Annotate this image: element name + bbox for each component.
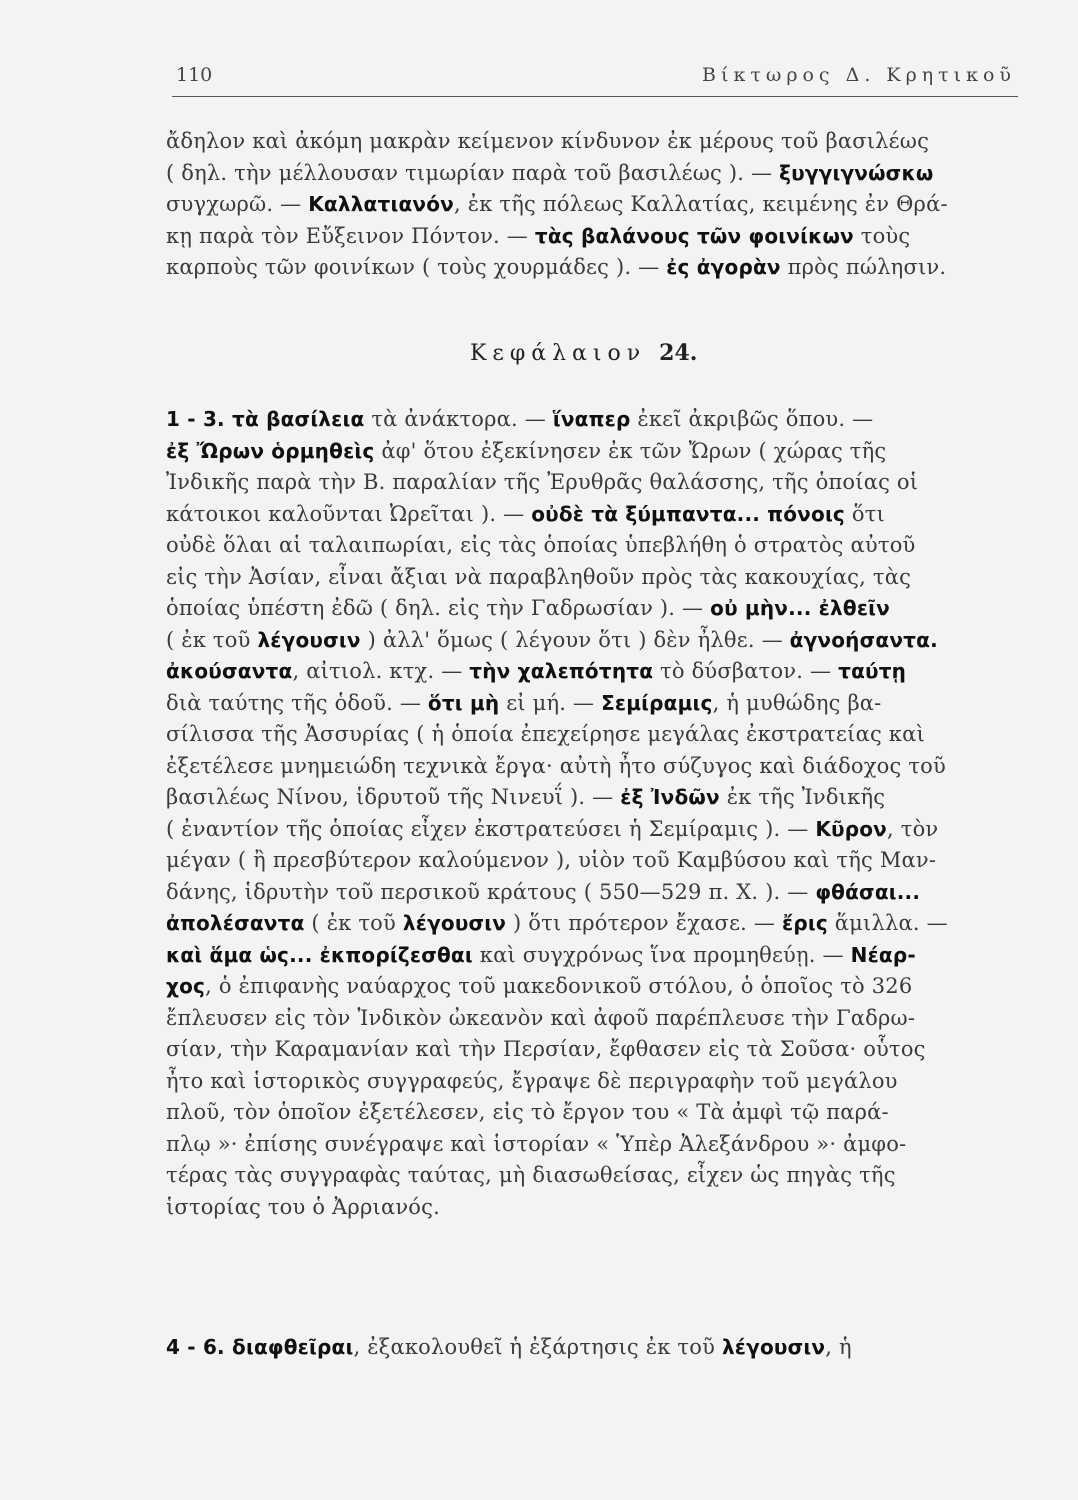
- text-span: εἰ μή. —: [499, 690, 602, 715]
- text-line: [166, 1129, 996, 1161]
- bold-term: καὶ ἅμα ὡς... ἐκπορίζεσθαι: [166, 942, 473, 967]
- text-span: , ὁ ἐπιφανὴς ναύαρχος τοῦ μακεδονικοῦ στόλου, ὁ ὁποῖος τὸ 326: [205, 974, 913, 998]
- text-span: ( ἐκ τοῦ: [166, 627, 258, 652]
- text-line: [166, 940, 996, 972]
- bold-term: οὐδὲ τὰ ξύμπαντα... πόνοις: [531, 501, 845, 526]
- text-line: [166, 1003, 996, 1035]
- text-line: [166, 782, 996, 814]
- text-span: ἐκ τῆς Ἰνδικῆς: [719, 785, 886, 809]
- text-span: τοὺς: [853, 223, 911, 248]
- text-span: Ἰνδικῆς παρὰ τὴν Β. παραλίαν τῆς Ἐρυθρᾶς θαλάσσης, τῆς ὁποίας οἱ: [166, 470, 919, 494]
- text-span: ἐξετέλεσε μνημειώδη τεχνικὰ ἔργα· αὐτὴ ἦτο σύζυγος καὶ διάδοχος τοῦ: [166, 753, 946, 778]
- bold-term: οὐ μὴν... ἐλθεῖν: [710, 596, 890, 620]
- text-line: [166, 252, 996, 284]
- text-line: [166, 971, 996, 1003]
- text-line: [166, 751, 996, 783]
- text-line: [166, 656, 996, 688]
- bold-term: ἵναπερ: [552, 407, 631, 431]
- text-line: [166, 814, 996, 846]
- chapter-label: Κεφάλαιον: [470, 341, 647, 366]
- text-line: [166, 530, 996, 562]
- text-span: τέρας τὰς συγγραφὰς ταύτας, μὴ διασωθείσας, εἶχεν ὡς πηγὰς τῆς: [166, 1163, 896, 1187]
- text-span: μέγαν ( ἢ πρεσβύτερον καλούμενον ), υἱὸν τοῦ Καμβύσου καὶ τῆς Μαν-: [166, 848, 937, 872]
- text-line: [166, 221, 996, 253]
- text-span: ἔπλευσεν εἰς τὸν Ἰνδικὸν ὠκεανὸν καὶ ἀφοῦ παρέπλευσε τὴν Γαδρω-: [166, 1005, 916, 1030]
- text-span: ἀφ' ὅτου ἐξεκίνησεν ἐκ τῶν Ὤρων ( χώρας τῆς: [374, 438, 887, 463]
- bold-term: τὴν χαλεπότητα: [469, 659, 654, 683]
- text-line: [166, 688, 996, 720]
- chapter-number: 24.: [659, 340, 698, 366]
- text-span: ἅμιλλα. —: [827, 911, 948, 935]
- bold-term: Νέαρ-: [850, 942, 916, 967]
- text-span: ( ἐναντίον τῆς ὁποίας εἶχεν ἐκστρατεύσει ἡ Σεμίραμις ). —: [166, 816, 816, 841]
- text-span: τὸ δύσβατον. —: [653, 659, 839, 683]
- bold-term: ἐξ Ἰνδῶν: [620, 785, 720, 809]
- page-header: [172, 62, 1018, 97]
- text-span: ἄδηλον καὶ ἀκόμη μακρὰν κείμενον κίνδυνον ἐκ μέρους τοῦ βασιλέως: [166, 129, 930, 153]
- bold-term: ἐς ἀγορὰν: [666, 255, 781, 279]
- text-span: , ἐκ τῆς πόλεως Καλλατίας, κειμένης ἐν Θρά-: [453, 192, 948, 216]
- text-span: ἦτο καὶ ἱστορικὸς συγγραφεύς, ἔγραψε δὲ περιγραφὴν τοῦ μεγάλου: [166, 1068, 898, 1093]
- text-line: [166, 499, 996, 531]
- text-line: [166, 1332, 996, 1364]
- text-span: ἐκεῖ ἀκριβῶς ὅπου. —: [630, 407, 874, 431]
- text-line: [166, 562, 996, 594]
- bold-term: λέγουσιν: [257, 627, 361, 652]
- running-head: Βίκτωρος Δ. Κρητικοῦ: [702, 64, 1016, 86]
- text-span: πλοῦ, τὸν ὁποῖον ἐξετέλεσεν, εἰς τὸ ἔργον του « Τὰ ἀμφὶ τῷ παρά-: [166, 1100, 889, 1124]
- text-line: [166, 625, 996, 657]
- text-span: πρὸς πώλησιν.: [780, 255, 947, 279]
- text-line: [166, 908, 996, 940]
- text-span: ὅτι: [845, 501, 885, 526]
- bold-term: ἐξ Ὤρων ὁρμηθεὶς: [166, 438, 375, 463]
- text-span: , αἰτιολ. κτχ. —: [292, 659, 470, 683]
- bold-term: Καλλατιανόν: [308, 192, 454, 216]
- text-line: [166, 158, 996, 190]
- text-span: συγχωρῶ. —: [166, 192, 309, 216]
- chapter-heading: [470, 340, 697, 366]
- bold-term: 1 - 3. τὰ βασίλεια: [166, 407, 365, 431]
- bold-term: Κῦρον: [815, 816, 887, 841]
- text-span: ) ἀλλ' ὅμως ( λέγουν ὅτι ) δὲν ἦλθε. —: [360, 627, 790, 652]
- text-span: ) ὅτι πρότερον ἔχασε. —: [506, 911, 782, 935]
- text-line: [166, 845, 996, 877]
- text-line: [166, 436, 996, 468]
- text-span: εἰς τὴν Ἀσίαν, εἶναι ἄξιαι νὰ παραβληθοῦν πρὸς τὰς κακουχίας, τὰς: [166, 564, 912, 589]
- text-line: [166, 593, 996, 625]
- text-line: [166, 1066, 996, 1098]
- page-number: 110: [176, 64, 213, 86]
- text-line: [166, 1034, 996, 1066]
- text-span: διὰ ταύτης τῆς ὁδοῦ. —: [166, 690, 428, 715]
- bold-term: ἔρις: [782, 911, 828, 935]
- text-span: ὁποίας ὑπέστη ἐδῶ ( δηλ. εἰς τὴν Γαδρωσίαν ). —: [166, 596, 711, 620]
- text-span: κῃ παρὰ τὸν Εὔξεινον Πόντον. —: [166, 223, 535, 248]
- text-span: ἱστορίας του ὁ Ἀρριανός.: [166, 1194, 440, 1219]
- text-line: [166, 467, 996, 499]
- paragraph-1: [166, 126, 996, 284]
- text-span: καρποὺς τῶν φοινίκων ( τοὺς χουρμάδες ). —: [166, 255, 667, 279]
- bold-term: Σεμίραμις: [601, 690, 713, 715]
- text-span: κάτοικοι καλοῦνται Ὠρεῖται ). —: [166, 501, 532, 526]
- bold-term: λέγουσιν: [402, 911, 507, 935]
- text-line: [166, 1097, 996, 1129]
- text-line: [166, 189, 996, 221]
- text-span: , ἐξακολουθεῖ ἡ ἐξάρτησις ἐκ τοῦ: [353, 1335, 722, 1359]
- text-line: [166, 877, 996, 909]
- text-span: δάνης, ἱδρυτὴν τοῦ περσικοῦ κράτους ( 550—529 π. Χ. ). —: [166, 879, 816, 904]
- text-span: σίαν, τὴν Καραμανίαν καὶ τὴν Περσίαν, ἔφθασεν εἰς τὰ Σοῦσα· οὗτος: [166, 1037, 926, 1061]
- bold-term: τὰς βαλάνους τῶν φοινίκων: [534, 223, 854, 248]
- text-span: πλῳ »· ἐπίσης συνέγραψε καὶ ἱστορίαν « Ὑπὲρ Ἀλεξάνδρου »· ἀμφο-: [166, 1131, 907, 1156]
- paragraph-3: [166, 1332, 996, 1364]
- bold-term: ὅτι μὴ: [427, 690, 500, 715]
- text-span: σίλισσα τῆς Ἀσσυρίας ( ἡ ὁποία ἐπεχείρησε μεγάλας ἐκστρατείας καὶ: [166, 722, 925, 746]
- bold-term: 4 - 6. διαφθεῖραι: [166, 1335, 354, 1359]
- text-span: ( δηλ. τὴν μέλλουσαν τιμωρίαν παρὰ τοῦ βασιλέως ). —: [166, 160, 780, 185]
- text-span: τὰ ἀνάκτορα. —: [364, 407, 553, 431]
- bold-term: χος: [166, 974, 206, 998]
- text-span: ( ἐκ τοῦ: [304, 911, 403, 935]
- bold-term: ξυγγιγνώσκω: [779, 160, 934, 185]
- bold-term: ἀκούσαντα: [166, 659, 293, 683]
- text-span: , τὸν: [887, 816, 939, 841]
- text-line: [166, 404, 996, 436]
- text-line: [166, 1160, 996, 1192]
- text-line: [166, 719, 996, 751]
- text-span: οὐδὲ ὅλαι αἱ ταλαιπωρίαι, εἰς τὰς ὁποίας ὑπεβλήθη ὁ στρατὸς αὐτοῦ: [166, 533, 916, 557]
- text-span: βασιλέως Νίνου, ἱδρυτοῦ τῆς Νινευΐ ). —: [166, 785, 621, 809]
- text-span: , ἡ μυθώδης βα-: [712, 690, 882, 715]
- text-line: [166, 1192, 996, 1224]
- bold-term: ταύτῃ: [838, 659, 907, 683]
- bold-term: ἀγνοήσαντα.: [789, 627, 938, 652]
- bold-term: ἀπολέσαντα: [166, 911, 305, 935]
- text-span: , ἡ: [825, 1335, 852, 1359]
- text-line: [166, 126, 996, 158]
- paragraph-2: [166, 404, 996, 1223]
- bold-term: λέγουσιν: [721, 1335, 826, 1359]
- bold-term: φθάσαι...: [815, 879, 921, 904]
- text-span: καὶ συγχρόνως ἵνα προμηθεύῃ. —: [472, 942, 851, 967]
